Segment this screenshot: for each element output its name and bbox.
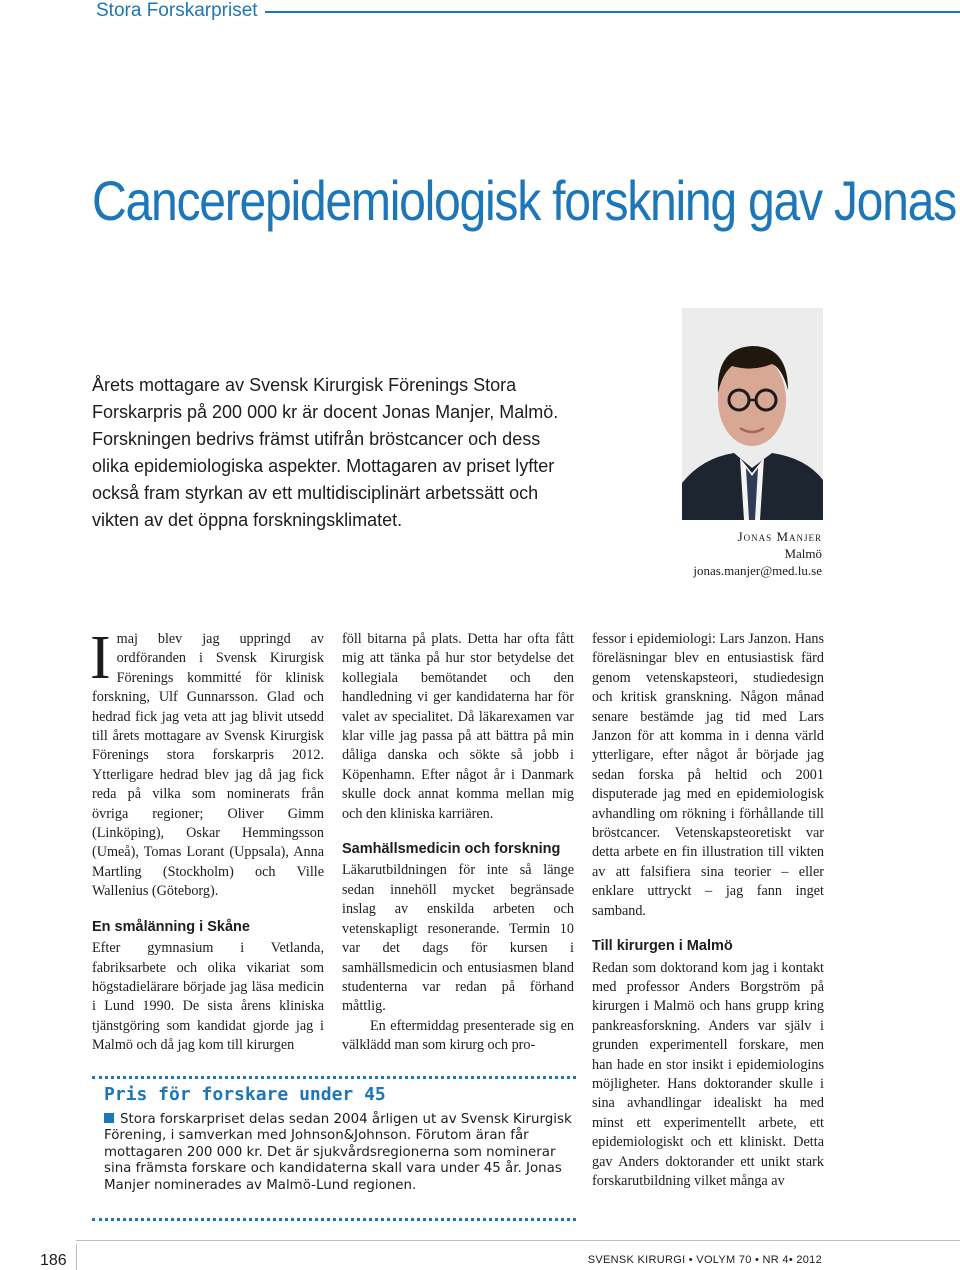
page-number: 186 <box>40 1252 67 1269</box>
fact-box-body: Stora forskarpriset delas sedan 2004 årligen ut av Svensk Kirurgisk Förening, i samverkan med Johnson&Johnson. Förutom äran får mottagaren 200 000 kr. Det är sjukvårdsregionerna som nominerar sina främsta forskare och kandidaterna skall vara under 45 år. Jonas Manjer nominerades av Malmö-Lund regionen. <box>104 1112 572 1193</box>
paragraph: Efter gymnasium i Vetlanda, fabriksarbete och olika vikariat som högstadielärare började jag läsa medicin i Lund 1990. De sista årens kliniska tjänstgöring som kandidat gjorde jag i Malmö och då jag kom till kirurgen <box>92 940 324 1054</box>
paragraph: fessor i epidemiologi: Lars Janzon. Hans föreläsningar blev en entusiastisk färd genom vetenskapsteori, studiedesign och kritisk granskning. Någon månad senare bestämde jag tid med Lars Janzon för att komma in i denna värld ytterligare, efter något år började jag sedan forska på heltid och 2001 disputerade jag med en epidemiologisk avhandling om rökning i förhållande till bröstcancer. Vetenskapsteoretiskt var detta arbete en fin illustration till vikten av att falsifiera sina teorier – eller enklare uttryckt – jag fann inget samband. <box>592 631 824 919</box>
paragraph: Läkarutbildningen för inte så länge sedan innehöll mycket begränsade inslag av enskilda arbeten och vetenskapligt resonerande. Termin 10 var det dags för kursen i samhällsmedicin och entusiasmen bland studenterna var redan på förhand måttlig. <box>342 862 574 1015</box>
body-column-3 <box>592 630 824 1191</box>
footer-rule <box>76 1240 960 1241</box>
bullet-square-icon <box>104 1113 114 1123</box>
portrait-caption <box>693 528 822 579</box>
subheading: Till kirurgen i Malmö <box>592 938 733 955</box>
paragraph: En eftermiddag presenterade sig en välklädd man som kirurg och pro- <box>342 1017 574 1054</box>
article-title: Cancerepidemiologisk forskning gav Jonas <box>92 169 956 232</box>
paragraph <box>90 624 324 902</box>
portrait-image <box>682 308 823 520</box>
fact-box-text <box>104 1112 574 1194</box>
author-city: Malmö <box>784 546 822 561</box>
fact-box <box>92 1072 576 1222</box>
subheading: En smålänning i Skåne <box>92 918 250 935</box>
fact-box-bottom-rule <box>92 1218 576 1221</box>
author-portrait <box>682 308 823 520</box>
fact-box-title: Pris för forskare under 45 <box>104 1084 386 1105</box>
section-rule <box>265 11 960 13</box>
journal-issue: SVENSK KIRURGI • VOLYM 70 • NR 4• 2012 <box>587 1254 822 1266</box>
paragraph-text: maj blev jag uppringd av ordföranden i Svensk Kirurgisk Förenings kommitté för klinisk forskning, Ulf Gunnarsson. Glad och hedrad fick jag veta att jag blivit utsedd till årets mottagare av Svensk Kirurgisk Förenings stora forskarpris 2012. Ytterligare hedrad blev jag då jag fick reda på vilka som nominerats från övriga regioner; Oliver Gimm (Linköping), Oskar Hemmingsson (Umeå), Tomas Lorant (Uppsala), Anna Martling (Stockholm) och Ville Wallenius (Göteborg). <box>92 631 324 900</box>
paragraph: föll bitarna på plats. Detta har ofta fått mig att tänka på hur stor betydelse det kollegiala bemötandet och den handledning vi ger kandidaterna har för valet av specialitet. Då läkarexamen var klar ville jag passa på att bättra på min dåliga danska och sökte så jobb i Köpenhamn. Efter något år i Danmark skulle dock annat komma mellan mig och den kliniska karriären. <box>342 631 574 822</box>
body-column-2 <box>342 630 574 1056</box>
fact-box-top-rule <box>92 1076 576 1079</box>
drop-cap: I <box>90 624 111 692</box>
footer-divider <box>76 1244 77 1270</box>
body-column-1 <box>90 624 324 1056</box>
paragraph: Redan som doktorand kom jag i kontakt med professor Anders Borgström på kirurgen i Malmö och hans grupp kring pankreasforskning. Anders var själv i grunden experimentell forskare, men han hade en stor insikt i epidemiologins möjligheter. Hans doktorander skulle i sina avhandlingar idealiskt ha med minst ett experimentellt arbete, ett epidemiologiskt och ett kliniskt. Detta gav Anders doktorander ett unikt stark forskarutbildning vilket många av <box>592 959 824 1189</box>
subheading: Samhällsmedicin och forskning <box>342 841 561 858</box>
author-email[interactable]: jonas.manjer@med.lu.se <box>693 563 822 578</box>
article-ingress: Årets mottagare av Svensk Kirurgisk Förenings Stora Forskarpris på 200 000 kr är docent Jonas Manjer, Malmö. Forskningen bedrivs främst utifrån bröstcancer och dess olika epidemiologiska aspekter. Mottagaren av priset lyfter också fram styrkan av ett multidisciplinärt arbetssätt och vikten av det öppna forskningsklimatet. <box>92 375 559 530</box>
section-label: Stora Forskarpriset <box>96 0 258 21</box>
author-name: Jonas Manjer <box>737 529 822 544</box>
